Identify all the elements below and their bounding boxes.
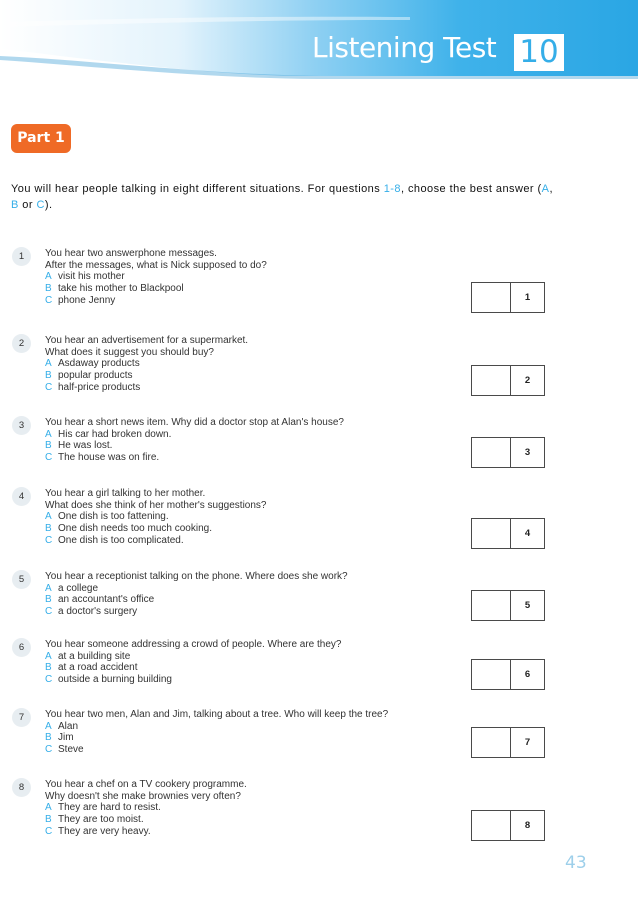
- option-c: [45, 674, 485, 686]
- answer-box-number: 3: [524, 447, 531, 458]
- option-a: [45, 802, 485, 814]
- question-stem: You hear someone addressing a crowd of people. Where are they?: [45, 639, 342, 650]
- page-title: Listening Test: [312, 31, 497, 64]
- instructions: [11, 181, 556, 213]
- answer-field[interactable]: [472, 366, 511, 395]
- option-text: Steve: [58, 744, 84, 756]
- option-text: take his mother to Blackpool: [58, 283, 184, 295]
- option-a: [45, 358, 485, 370]
- option-b: [45, 283, 485, 295]
- answer-box-number: 8: [524, 820, 531, 831]
- option-text: They are hard to resist.: [58, 802, 161, 814]
- answer-box-number: 6: [524, 669, 531, 680]
- option-text: phone Jenny: [58, 294, 116, 306]
- option-text: One dish is too fattening.: [58, 511, 169, 523]
- answer-box-1: [471, 282, 545, 313]
- question-stem: You hear a girl talking to her mother.: [45, 488, 206, 499]
- page-number: 43: [565, 853, 587, 873]
- option-text: The house was on fire.: [58, 452, 160, 464]
- option-letter: B: [45, 370, 52, 382]
- question-number: 7: [12, 708, 31, 727]
- test-number: 10: [514, 34, 564, 71]
- option-letter: A: [45, 358, 52, 370]
- option-letter: C: [45, 452, 53, 464]
- option-text: They are very heavy.: [58, 825, 151, 837]
- answer-field[interactable]: [472, 438, 511, 467]
- answer-field[interactable]: [472, 519, 511, 548]
- option-letter: B: [45, 523, 52, 535]
- option-b: [45, 814, 485, 826]
- option-text: popular products: [58, 370, 133, 382]
- option-letter: B: [45, 814, 52, 826]
- option-c-ref: C: [36, 199, 45, 211]
- option-letter: B: [45, 440, 52, 452]
- option-letter: C: [45, 381, 53, 393]
- instructions-text: ,: [549, 183, 553, 195]
- option-c: [45, 382, 485, 394]
- option-letter: B: [45, 662, 52, 674]
- option-a: [45, 721, 485, 733]
- question-body: [45, 488, 485, 547]
- answer-box-number: 5: [524, 600, 531, 611]
- option-letter: A: [45, 650, 52, 662]
- answer-box-number: 7: [524, 737, 531, 748]
- instructions-text: , choose the best answer (: [400, 183, 542, 195]
- option-a: [45, 271, 485, 283]
- question-stem: You hear a receptionist talking on the phone. Where does she work?: [45, 571, 348, 582]
- question-body: [45, 639, 485, 686]
- option-letter: A: [45, 511, 52, 523]
- option-b: [45, 594, 485, 606]
- option-text: a doctor's surgery: [58, 606, 138, 618]
- option-b-ref: B: [11, 199, 19, 211]
- option-text: visit his mother: [58, 271, 125, 283]
- answer-field[interactable]: [472, 811, 511, 840]
- option-text: outside a burning building: [58, 674, 172, 686]
- option-c: [45, 826, 485, 838]
- answer-field[interactable]: [472, 728, 511, 757]
- option-text: Jim: [58, 732, 74, 744]
- answer-box-number: 4: [524, 528, 531, 539]
- option-text: Alan: [58, 720, 79, 732]
- option-letter: A: [45, 428, 52, 440]
- option-a: [45, 651, 485, 663]
- question-stem: What does it suggest you should buy?: [45, 346, 214, 358]
- question-number: 1: [12, 247, 31, 266]
- option-c: [45, 535, 485, 547]
- question-body: [45, 709, 485, 756]
- option-b: [45, 523, 485, 535]
- option-a-ref: A: [541, 183, 550, 195]
- option-letter: C: [45, 744, 53, 756]
- option-b: [45, 662, 485, 674]
- question-stem: You hear a short news item. Why did a doctor stop at Alan's house?: [45, 417, 344, 428]
- question-number: 4: [12, 487, 31, 506]
- option-a: [45, 511, 485, 523]
- instructions-text: or: [18, 199, 37, 211]
- option-text: half-price products: [58, 381, 141, 393]
- option-letter: A: [45, 802, 52, 814]
- question-number: 8: [12, 778, 31, 797]
- question-stem: You hear two answerphone messages.: [45, 248, 217, 259]
- question-number: 2: [12, 334, 31, 353]
- question-body: [45, 571, 485, 618]
- answer-box-number: 2: [524, 375, 531, 386]
- instructions-text: ).: [44, 199, 53, 211]
- option-text: Asdaway products: [58, 358, 140, 370]
- question-body: [45, 417, 485, 464]
- question-stem: You hear two men, Alan and Jim, talking about a tree. Who will keep the tree?: [45, 709, 389, 720]
- answer-box-7: [471, 727, 545, 758]
- option-a: [45, 583, 485, 595]
- option-text: They are too moist.: [58, 814, 144, 826]
- question-number: 5: [12, 570, 31, 589]
- option-letter: B: [45, 594, 52, 606]
- option-letter: C: [45, 674, 53, 686]
- answer-field[interactable]: [472, 283, 511, 312]
- question-stem: After the messages, what is Nick supposed to do?: [45, 259, 267, 271]
- question-stem: What does she think of her mother's suggestions?: [45, 499, 267, 511]
- question-number: 3: [12, 416, 31, 435]
- option-letter: A: [45, 271, 52, 283]
- option-letter: C: [45, 825, 53, 837]
- question-number: 6: [12, 638, 31, 657]
- option-text: One dish is too complicated.: [58, 534, 184, 546]
- option-text: an accountant's office: [58, 594, 155, 606]
- option-text: His car had broken down.: [58, 428, 172, 440]
- answer-box-6: [471, 659, 545, 690]
- answer-box-2: [471, 365, 545, 396]
- option-text: He was lost.: [58, 440, 113, 452]
- question-body: [45, 248, 485, 307]
- option-c: [45, 295, 485, 307]
- option-c: [45, 606, 485, 618]
- question-stem: You hear an advertisement for a supermarket.: [45, 335, 249, 346]
- option-text: at a road accident: [58, 662, 138, 674]
- answer-box-5: [471, 590, 545, 621]
- option-letter: B: [45, 732, 52, 744]
- option-text: at a building site: [58, 650, 131, 662]
- instructions-text: You will hear people talking in eight different situations. For questions: [11, 183, 384, 195]
- option-letter: C: [45, 534, 53, 546]
- option-b: [45, 440, 485, 452]
- option-b: [45, 370, 485, 382]
- question-stem: Why doesn't she make brownies very often?: [45, 790, 241, 802]
- option-c: [45, 452, 485, 464]
- option-letter: C: [45, 294, 53, 306]
- answer-box-3: [471, 437, 545, 468]
- option-a: [45, 429, 485, 441]
- option-b: [45, 732, 485, 744]
- answer-box-4: [471, 518, 545, 549]
- question-body: [45, 779, 485, 838]
- answer-field[interactable]: [472, 660, 511, 689]
- option-c: [45, 744, 485, 756]
- option-letter: A: [45, 582, 52, 594]
- option-letter: A: [45, 720, 52, 732]
- answer-box-number: 1: [524, 292, 531, 303]
- answer-field[interactable]: [472, 591, 511, 620]
- option-letter: C: [45, 606, 53, 618]
- part-badge: Part 1: [11, 124, 71, 153]
- question-stem: You hear a chef on a TV cookery programme.: [45, 779, 247, 790]
- option-text: One dish needs too much cooking.: [58, 523, 212, 535]
- option-letter: B: [45, 283, 52, 295]
- option-text: a college: [58, 582, 99, 594]
- question-body: [45, 335, 485, 394]
- question-range: 1-8: [383, 183, 401, 195]
- answer-box-8: [471, 810, 545, 841]
